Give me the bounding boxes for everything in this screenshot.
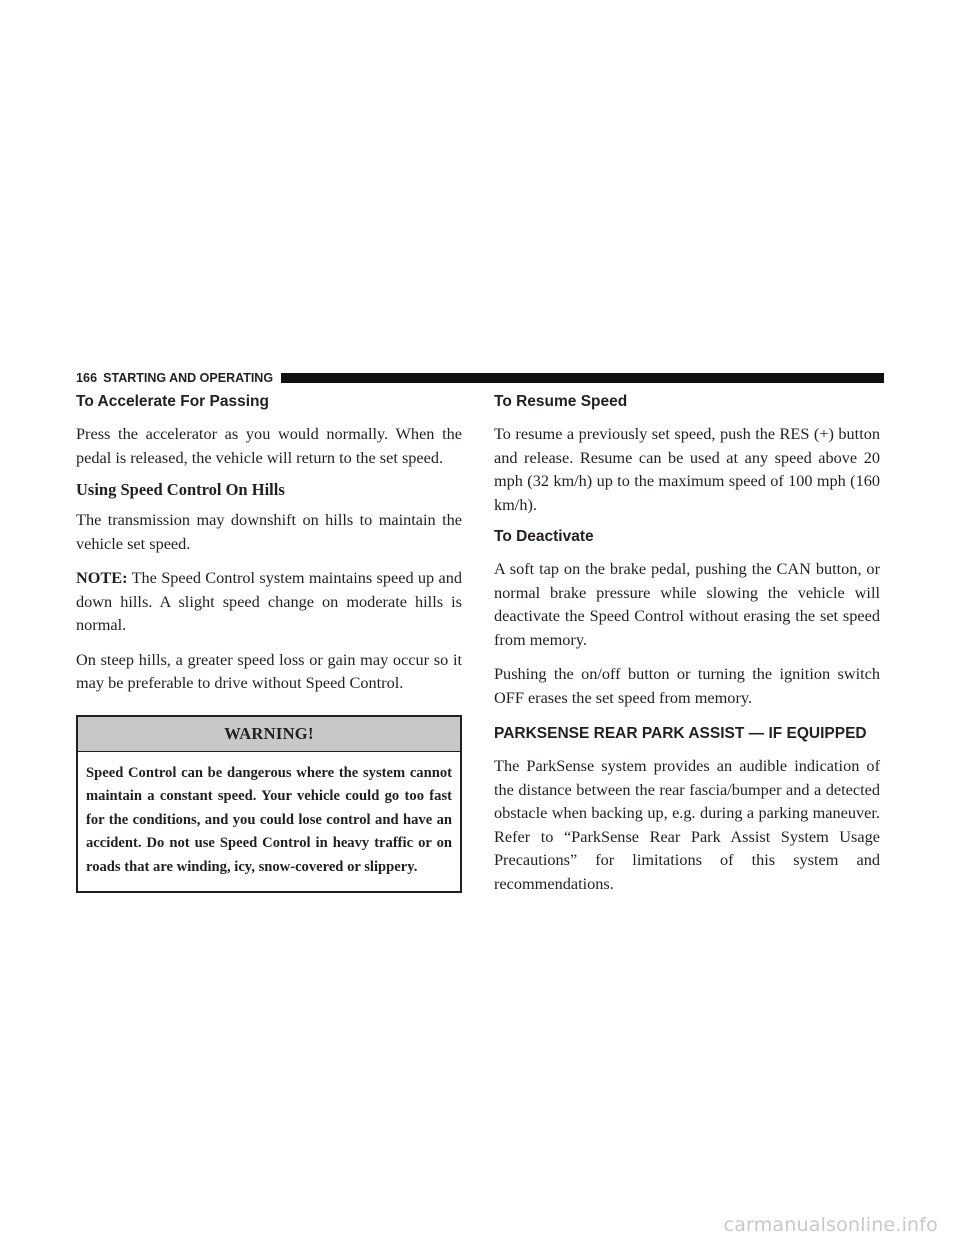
note-text: The Speed Control system maintains speed up and down hills. A slight speed change on moderate hills is normal. [76, 568, 462, 634]
hills-paragraph: The transmission may downshift on hills to maintain the vehicle set speed. [76, 510, 462, 553]
warning-title: WARNING! [78, 717, 460, 752]
warning-text: Speed Control can be dangerous where the system cannot maintain a constant speed. Your vehicle could go too fast for the conditions, and you could lose control and have an accident. Do not use Speed Control in heavy traffic or on roads that are winding, icy, snow-covered or slippery. [86, 764, 452, 875]
right-column [494, 392, 880, 906]
page-header [76, 371, 884, 385]
steep-paragraph: On steep hills, a greater speed loss or gain may occur so it may be preferable to drive without Speed Control. [76, 649, 462, 692]
deactivate-paragraph-2: Pushing the on/off button or turning the ignition switch OFF erases the set speed from memory. [494, 664, 880, 707]
note-label: NOTE: [76, 568, 128, 587]
deactivate-paragraph-1: A soft tap on the brake pedal, pushing the CAN button, or normal brake pressure while slowing the vehicle will deactivate the Speed Control without erasing the set speed from memory. [494, 559, 880, 649]
parksense-heading: PARKSENSE REAR PARK ASSIST — IF EQUIPPED [494, 725, 867, 742]
watermark: carmanualsonline.info [723, 1214, 938, 1236]
note-paragraph [76, 566, 462, 637]
hills-heading: Using Speed Control On Hills [76, 480, 285, 499]
accelerate-heading: To Accelerate For Passing [76, 393, 269, 410]
parksense-paragraph: The ParkSense system provides an audible indication of the distance between the rear fascia/bumper and a detected obstacle when backing up, e.g. during a parking maneuver. Refer to “ParkSense Rear Park Assist System Usage Precautions” for limitations of this system and recommendations. [494, 756, 880, 893]
header-rule [281, 373, 884, 383]
warning-box [76, 715, 462, 894]
accelerate-paragraph: Press the accelerator as you would normally. When the pedal is released, the vehicle will return to the set speed. [76, 424, 462, 467]
resume-paragraph: To resume a previously set speed, push the RES (+) button and release. Resume can be used at any speed above 20 mph (32 km/h) up to the maximum speed of 100 mph (160 km/h). [494, 424, 880, 514]
left-column [76, 392, 462, 893]
section-title: STARTING AND OPERATING [103, 371, 274, 385]
resume-heading: To Resume Speed [494, 393, 628, 410]
page-number: 166 [76, 371, 98, 385]
deactivate-heading: To Deactivate [494, 528, 594, 545]
